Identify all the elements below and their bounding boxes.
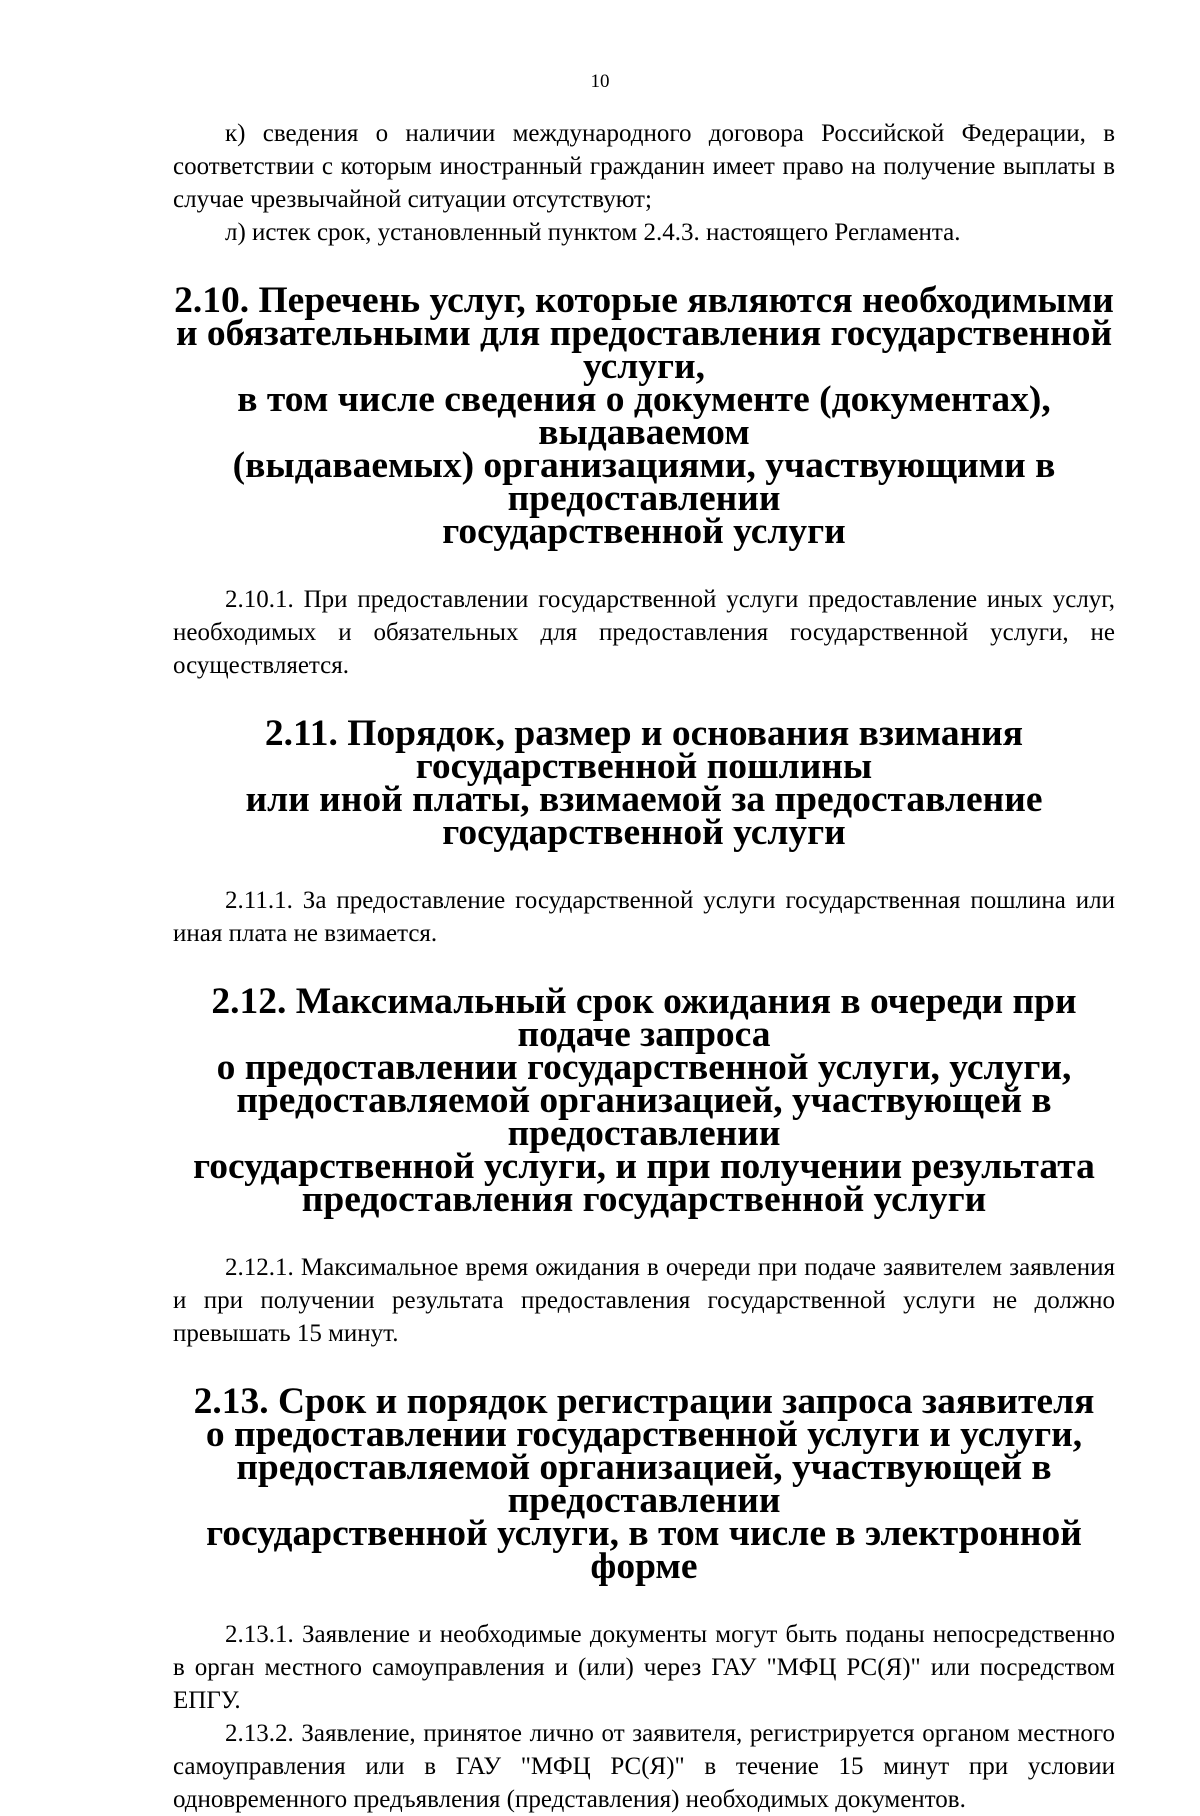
section-heading-2-11	[173, 713, 1115, 853]
paragraph-2-12-1: 2.12.1. Максимальное время ожидания в очереди при подаче заявителем заявления и при получении результата предоставления государственной услуги не должно превышать 15 минут.	[173, 1254, 1115, 1347]
heading-line: о предоставлении государственной услуги, услуги,	[216, 1047, 1072, 1088]
section-heading-2-12	[173, 981, 1115, 1220]
paragraph-2-13-1: 2.13.1. Заявление и необходимые документы могут быть поданы непосредственно в орган местного самоуправления и (или) через ГАУ "МФЦ РС(Я)" или посредством ЕПГУ.	[173, 1621, 1115, 1714]
heading-line: о предоставлении государственной услуги и услуги,	[205, 1414, 1083, 1455]
heading-line: предоставляемой организацией, участвующей в предоставлении	[236, 1080, 1052, 1154]
heading-line: 2.13. Срок и порядок регистрации запроса заявителя	[193, 1381, 1095, 1422]
paragraph-2-11-1: 2.11.1. За предоставление государственной услуги государственная пошлина или иная плата не взимается.	[173, 887, 1115, 947]
heading-line: предоставления государственной услуги	[301, 1179, 987, 1220]
heading-line: государственной услуги	[442, 511, 846, 552]
heading-line: предоставляемой организацией, участвующей в предоставлении	[236, 1447, 1052, 1521]
paragraph-2-13-2: 2.13.2. Заявление, принятое лично от заявителя, регистрируется органом местного самоуправления или в ГАУ "МФЦ РС(Я)" в течение 15 минут при условии одновременного предъявления (представления) необходимых документов.	[173, 1720, 1115, 1813]
heading-line: государственной услуги	[442, 812, 846, 853]
heading-line: и обязательными для предоставления государственной услуги,	[175, 313, 1113, 387]
heading-line: или иной платы, взимаемой за предоставление	[245, 779, 1043, 820]
heading-line: в том числе сведения о документе (документах), выдаваемом	[237, 379, 1051, 453]
section-heading-2-10	[173, 280, 1115, 552]
heading-line: 2.10. Перечень услуг, которые являются необходимыми	[174, 280, 1114, 321]
document-body	[173, 117, 1115, 1816]
paragraph-k: к) сведения о наличии международного договора Российской Федерации, в соответствии с которым иностранный гражданин имеет право на получение выплаты в случае чрезвычайной ситуации отсутствуют;	[173, 120, 1115, 213]
paragraph-2-10-1: 2.10.1. При предоставлении государственной услуги предоставление иных услуг, необходимых и обязательных для предоставления государственной услуги, не осуществляется.	[173, 586, 1115, 679]
heading-line: 2.12. Максимальный срок ожидания в очереди при подаче запроса	[211, 981, 1077, 1055]
heading-line: государственной услуги, и при получении результата	[193, 1146, 1095, 1187]
heading-line: 2.11. Порядок, размер и основания взимания государственной пошлины	[264, 713, 1024, 787]
page-number: 10	[590, 71, 610, 92]
section-heading-2-13	[173, 1381, 1115, 1587]
heading-line: (выдаваемых) организациями, участвующими в предоставлении	[232, 445, 1056, 519]
heading-line: государственной услуги, в том числе в электронной форме	[206, 1513, 1082, 1587]
paragraph-l: л) истек срок, установленный пунктом 2.4.3. настоящего Регламента.	[225, 219, 961, 246]
